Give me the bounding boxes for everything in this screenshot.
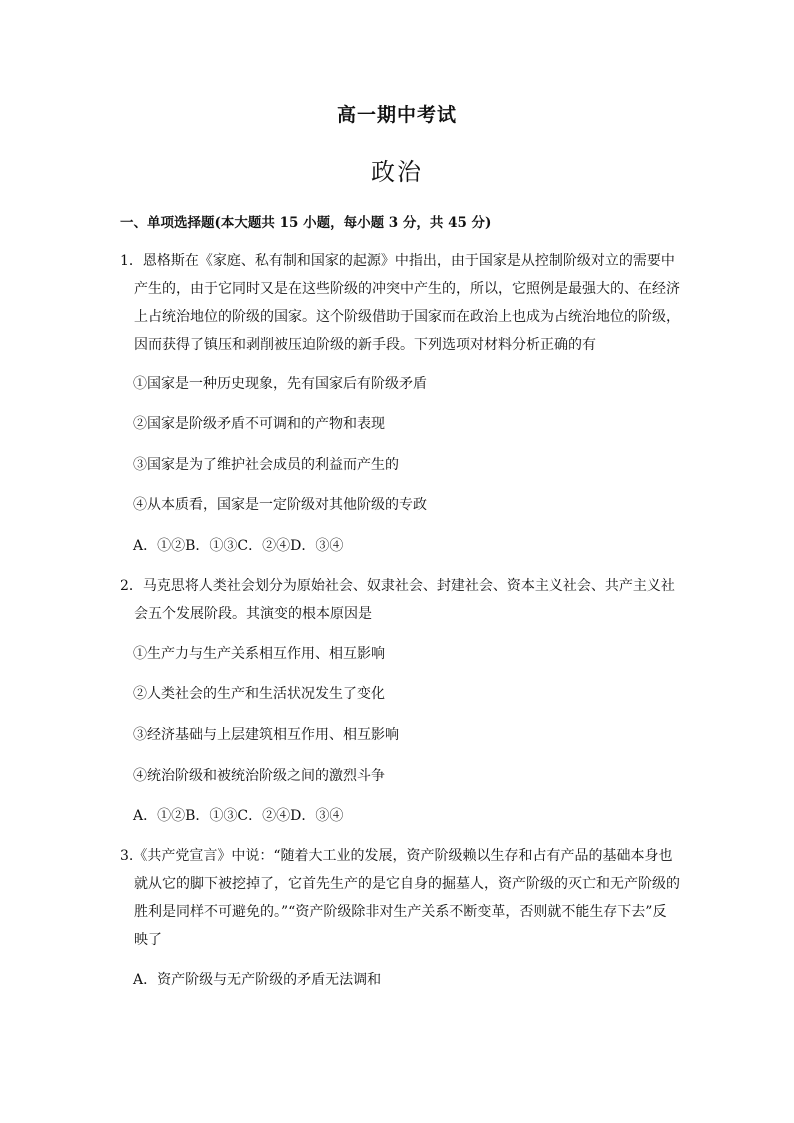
question-2-option-3: ③经济基础与上层建筑相互作用、相互影响 — [133, 727, 399, 743]
question-1-option-4: ④从本质看，国家是一定阶级对其他阶级的专政 — [133, 497, 427, 513]
question-2-stem — [120, 572, 680, 628]
question-1-option-2: ②国家是阶级矛盾不可调和的产物和表现 — [133, 416, 385, 432]
question-3-option-a: A．资产阶级与无产阶级的矛盾无法调和 — [133, 972, 382, 988]
question-1-stem — [120, 247, 680, 359]
stem-line: 3.《共产党宣言》中说：“随着大工业的发展，资产阶级赖以生存和占有产品的基础本身也 — [120, 848, 673, 864]
stem-line: 映了 — [134, 932, 162, 948]
stem-line: 1．恩格斯在《家庭、私有制和国家的起源》中指出，由于国家是从控制阶级对立的需要中 — [120, 253, 675, 269]
subject-title: 政治 — [371, 158, 423, 186]
question-2-option-2: ②人类社会的生产和生活状况发生了变化 — [133, 686, 385, 702]
stem-line: 因而获得了镇压和剥削被压迫阶级的新手段。下列选项对材料分析正确的有 — [134, 337, 596, 353]
stem-line: 2．马克思将人类社会划分为原始社会、奴隶社会、封建社会、资本主义社会、共产主义社 — [120, 578, 675, 594]
question-2-answer-choices: A．①②B．①③C．②④D．③④ — [133, 808, 344, 824]
stem-line: 胜利是同样不可避免的。”“资产阶级除非对生产关系不断变革，否则就不能生存下去”反 — [134, 904, 667, 920]
question-1-option-3: ③国家是为了维护社会成员的利益而产生的 — [133, 457, 399, 473]
question-2-option-4: ④统治阶级和被统治阶级之间的激烈斗争 — [133, 768, 385, 784]
question-1-answer-choices: A．①②B．①③C．②④D．③④ — [133, 538, 344, 554]
stem-line: 产生的，由于它同时又是在这些阶级的冲突中产生的，所以，它照例是最强大的、在经济 — [134, 281, 680, 297]
stem-line: 会五个发展阶段。其演变的根本原因是 — [134, 606, 372, 622]
section-heading: 一、单项选择题(本大题共 15 小题，每小题 3 分，共 45 分) — [120, 215, 492, 231]
stem-line: 上占统治地位的阶级的国家。这个阶级借助于国家而在政治上也成为占统治地位的阶级， — [134, 309, 680, 325]
exam-title: 高一期中考试 — [336, 104, 457, 126]
question-1-option-1: ①国家是一种历史现象，先有国家后有阶级矛盾 — [133, 376, 427, 392]
question-3-stem — [120, 842, 680, 954]
question-2-option-1: ①生产力与生产关系相互作用、相互影响 — [133, 646, 385, 662]
stem-line: 就从它的脚下被挖掉了，它首先生产的是它自身的掘墓人，资产阶级的灭亡和无产阶级的 — [134, 876, 680, 892]
